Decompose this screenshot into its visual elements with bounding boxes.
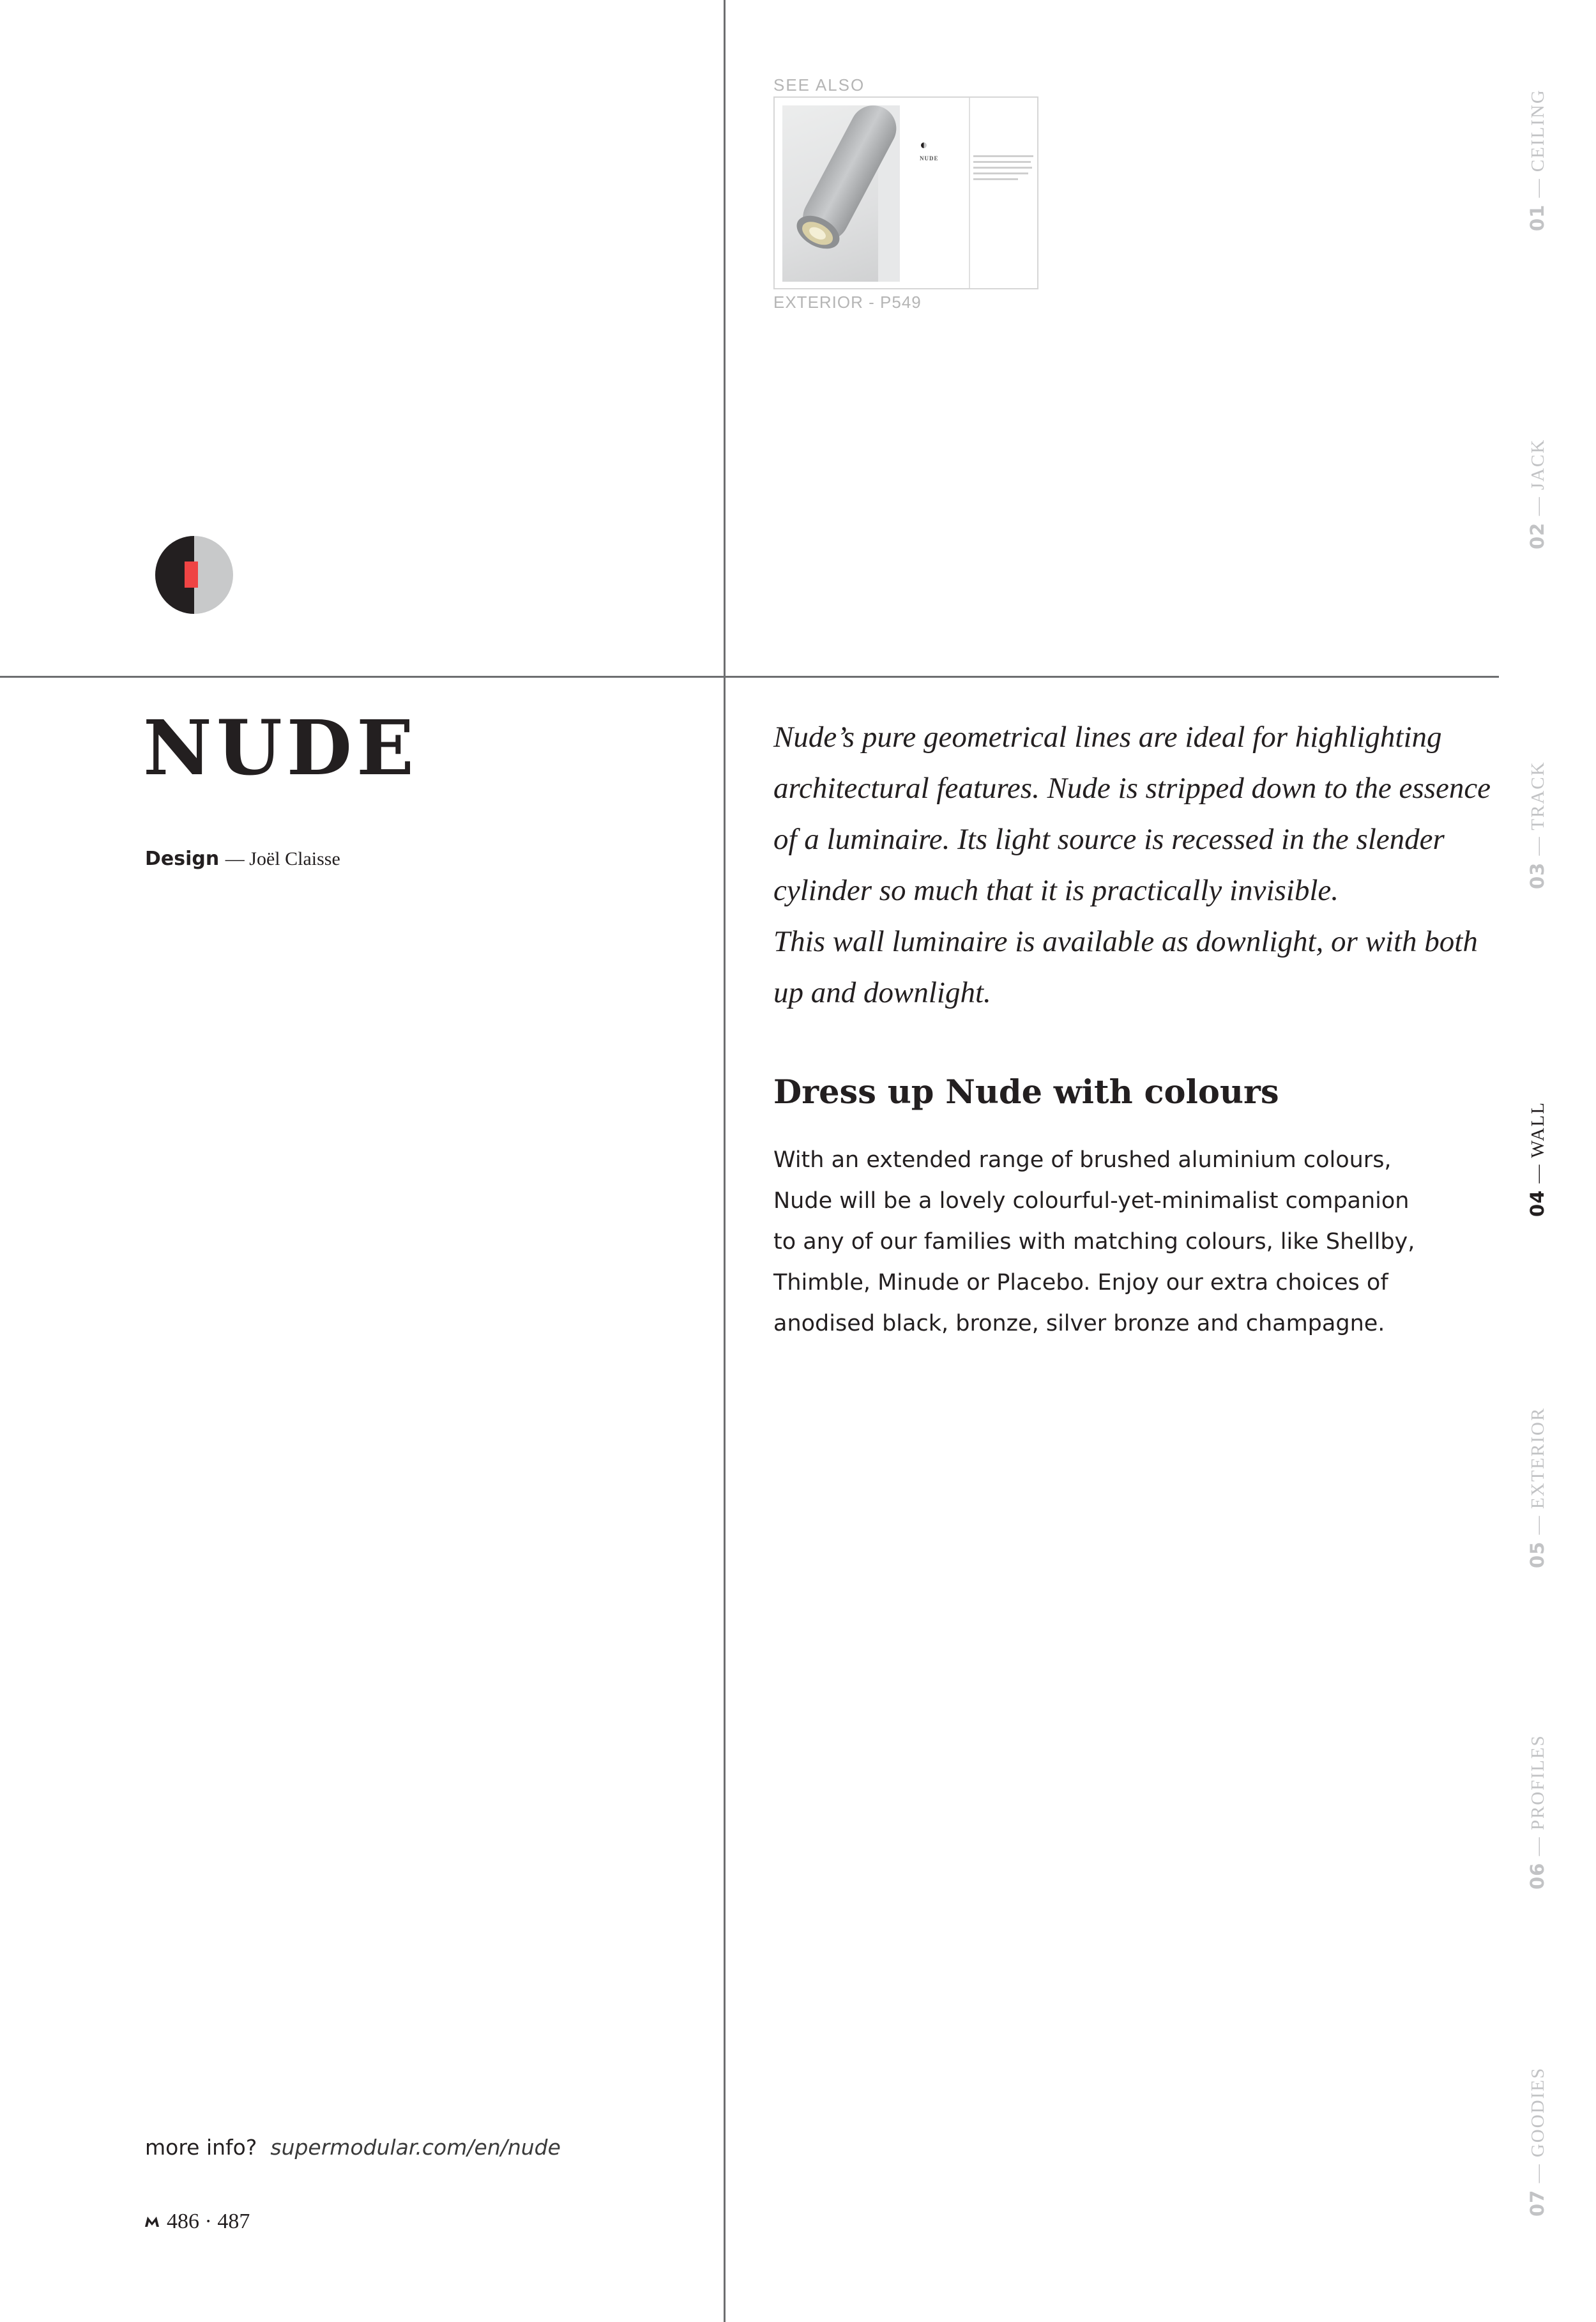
colours-paragraph — [773, 1140, 1495, 1344]
nav-ceiling[interactable]: 01 — CEILING — [1526, 89, 1548, 231]
page-number-text: 486 · 487 — [167, 2210, 250, 2233]
nav-track[interactable]: 03 — TRACK — [1526, 761, 1548, 889]
see-also-label: SEE ALSO — [773, 75, 865, 95]
thumbnail-text-lines — [973, 155, 1033, 184]
intro-line: This wall luminaire is available as downlight, or with both — [773, 925, 1478, 958]
page-numbers — [145, 2210, 250, 2234]
designer-credit — [145, 848, 340, 870]
intro-line: of a luminaire. Its light source is recessed in the slender — [773, 823, 1445, 856]
thumbnail-divider — [969, 98, 970, 288]
nav-jack[interactable]: 02 — JACK — [1526, 438, 1548, 549]
intro-paragraph — [773, 712, 1489, 1018]
nav-goodies[interactable]: 07 — GOODIES — [1526, 2066, 1548, 2217]
colours-line: Nude will be a lovely colourful-yet-minimalist companion — [773, 1188, 1410, 1214]
thumbnail-photo — [782, 105, 900, 282]
thumbnail-logo-icon — [921, 142, 927, 148]
wall-lamp-image — [782, 105, 900, 282]
colours-heading: Dress up Nude with colours — [773, 1073, 1279, 1111]
intro-line: architectural features. Nude is stripped down to the essence — [773, 772, 1491, 805]
colours-line: With an extended range of brushed aluminium colours, — [773, 1147, 1392, 1173]
colours-line: Thimble, Minude or Placebo. Enjoy our extra choices of — [773, 1270, 1388, 1295]
more-info-label: more info? — [145, 2135, 257, 2160]
thumbnail-title: NUDE — [920, 155, 939, 162]
more-info — [145, 2135, 561, 2160]
product-title: NUDE — [143, 703, 419, 792]
horizontal-divider — [0, 676, 1499, 678]
designer-name: — Joël Claisse — [225, 848, 340, 869]
nav-profiles[interactable]: 06 — PROFILES — [1526, 1734, 1548, 1890]
nav-wall[interactable]: 04 — WALL — [1526, 1101, 1548, 1217]
vertical-divider — [724, 0, 726, 2322]
brand-mark-icon — [145, 2217, 159, 2227]
see-also-caption[interactable]: EXTERIOR - P549 — [773, 293, 922, 312]
more-info-link[interactable]: supermodular.com/en/nude — [270, 2135, 561, 2160]
colours-line: anodised black, bronze, silver bronze and champagne. — [773, 1311, 1385, 1336]
design-label: Design — [145, 848, 220, 870]
product-logo-icon — [155, 536, 233, 614]
colours-line: to any of our families with matching colours, like Shellby, — [773, 1229, 1415, 1255]
intro-line: Nude’s pure geometrical lines are ideal for highlighting — [773, 721, 1442, 754]
see-also-thumbnail[interactable] — [773, 96, 1038, 289]
intro-line: up and downlight. — [773, 976, 991, 1009]
intro-line: cylinder so much that it is practically invisible. — [773, 874, 1339, 907]
nav-exterior[interactable]: 05 — EXTERIOR — [1526, 1407, 1548, 1568]
